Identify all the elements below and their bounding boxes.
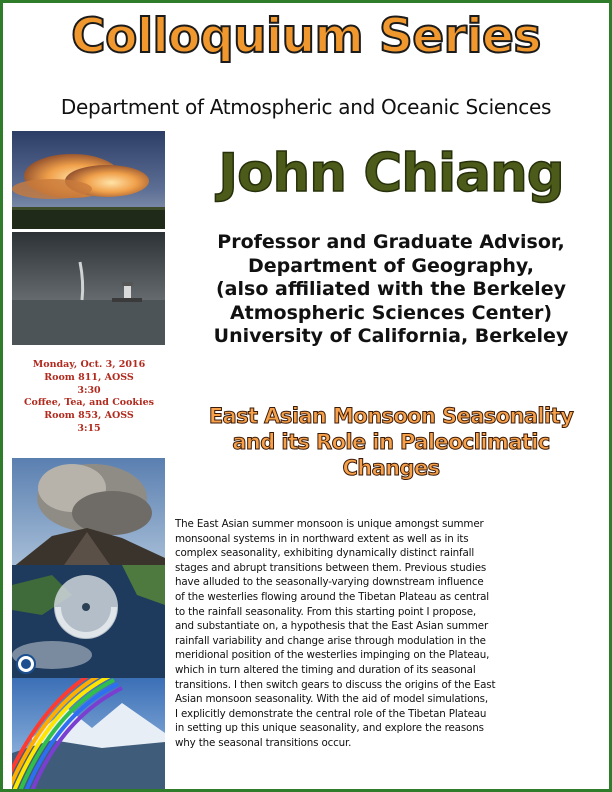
abstract-line: and substantiate on, a hypothesis that the East Asian summer <box>175 620 489 633</box>
abstract-line: monsoonal systems in in northward extent as well as in its <box>175 532 469 545</box>
series-title: Colloquium Series <box>71 9 541 64</box>
abstract-line: rainfall variability and change arise through modulation in the <box>175 634 486 647</box>
hurricane-satellite-photo <box>12 565 165 678</box>
abstract-line: meridional position of the westerlies impinging on the Plateau, <box>175 649 490 662</box>
affiliation-line: (also affiliated with the Berkeley <box>216 278 566 300</box>
abstract-line: have alluded to the seasonally-varying downstream influence <box>175 576 484 589</box>
abstract-line: I explicitly demonstrate the central role of the Tibetan Plateau <box>175 707 487 720</box>
abstract-line: in setting up this unique seasonality, and explore the reasons <box>175 722 484 735</box>
talk-title-line: and its Role in Paleoclimatic <box>232 430 550 454</box>
abstract-line: Asian monsoon seasonality. With the aid of model simulations, <box>175 693 488 706</box>
affiliation-line: University of California, Berkeley <box>213 325 569 347</box>
volcanic-eruption-photo <box>12 458 165 568</box>
refreshments-label: Coffee, Tea, and Cookies <box>23 397 155 409</box>
talk-title-line: Changes <box>342 456 440 480</box>
event-date: Monday, Oct. 3, 2016 <box>32 359 146 370</box>
abstract-line: stages and abrupt transitions between them. Previous studies <box>175 561 487 574</box>
affiliation-line: Professor and Graduate Advisor, <box>217 231 565 253</box>
abstract-line: which in turn altered the timing and duration of its seasonal <box>175 663 476 676</box>
speaker-name: John Chiang <box>218 143 564 204</box>
event-details <box>15 359 163 436</box>
speaker-affiliation <box>173 231 609 349</box>
department-title: Department of Atmospheric and Oceanic Sciences <box>60 95 552 119</box>
affiliation-line: Department of Geography, <box>248 254 534 277</box>
abstract-line: complex seasonality, exhibiting dynamically distinct rainfall <box>175 547 475 560</box>
abstract-line: The East Asian summer monsoon is unique amongst summer <box>175 518 484 530</box>
abstract-line: why the seasonal transitions occur. <box>175 736 352 749</box>
talk-title <box>171 403 611 481</box>
event-room: Room 811, AOSS <box>44 371 134 383</box>
abstract-line: of the westerlies flowing around the Tibetan Plateau as central <box>175 590 490 603</box>
refreshments-room: Room 853, AOSS <box>44 410 134 422</box>
refreshments-time: 3:15 <box>77 422 101 434</box>
waterspout-lighthouse-photo <box>12 232 165 345</box>
event-time: 3:30 <box>77 384 101 396</box>
affiliation-line: Atmospheric Sciences Center) <box>229 301 553 324</box>
rainbow-mountains-photo <box>12 678 165 791</box>
storm-cloud-sunset-photo <box>12 131 165 229</box>
talk-title-line: East Asian Monsoon Seasonality <box>208 404 574 428</box>
abstract-line: transitions. I then switch gears to discuss the origins of the East <box>175 678 496 691</box>
abstract-line: to the rainfall seasonality. From this starting point I propose, <box>175 605 477 618</box>
abstract <box>175 517 607 751</box>
